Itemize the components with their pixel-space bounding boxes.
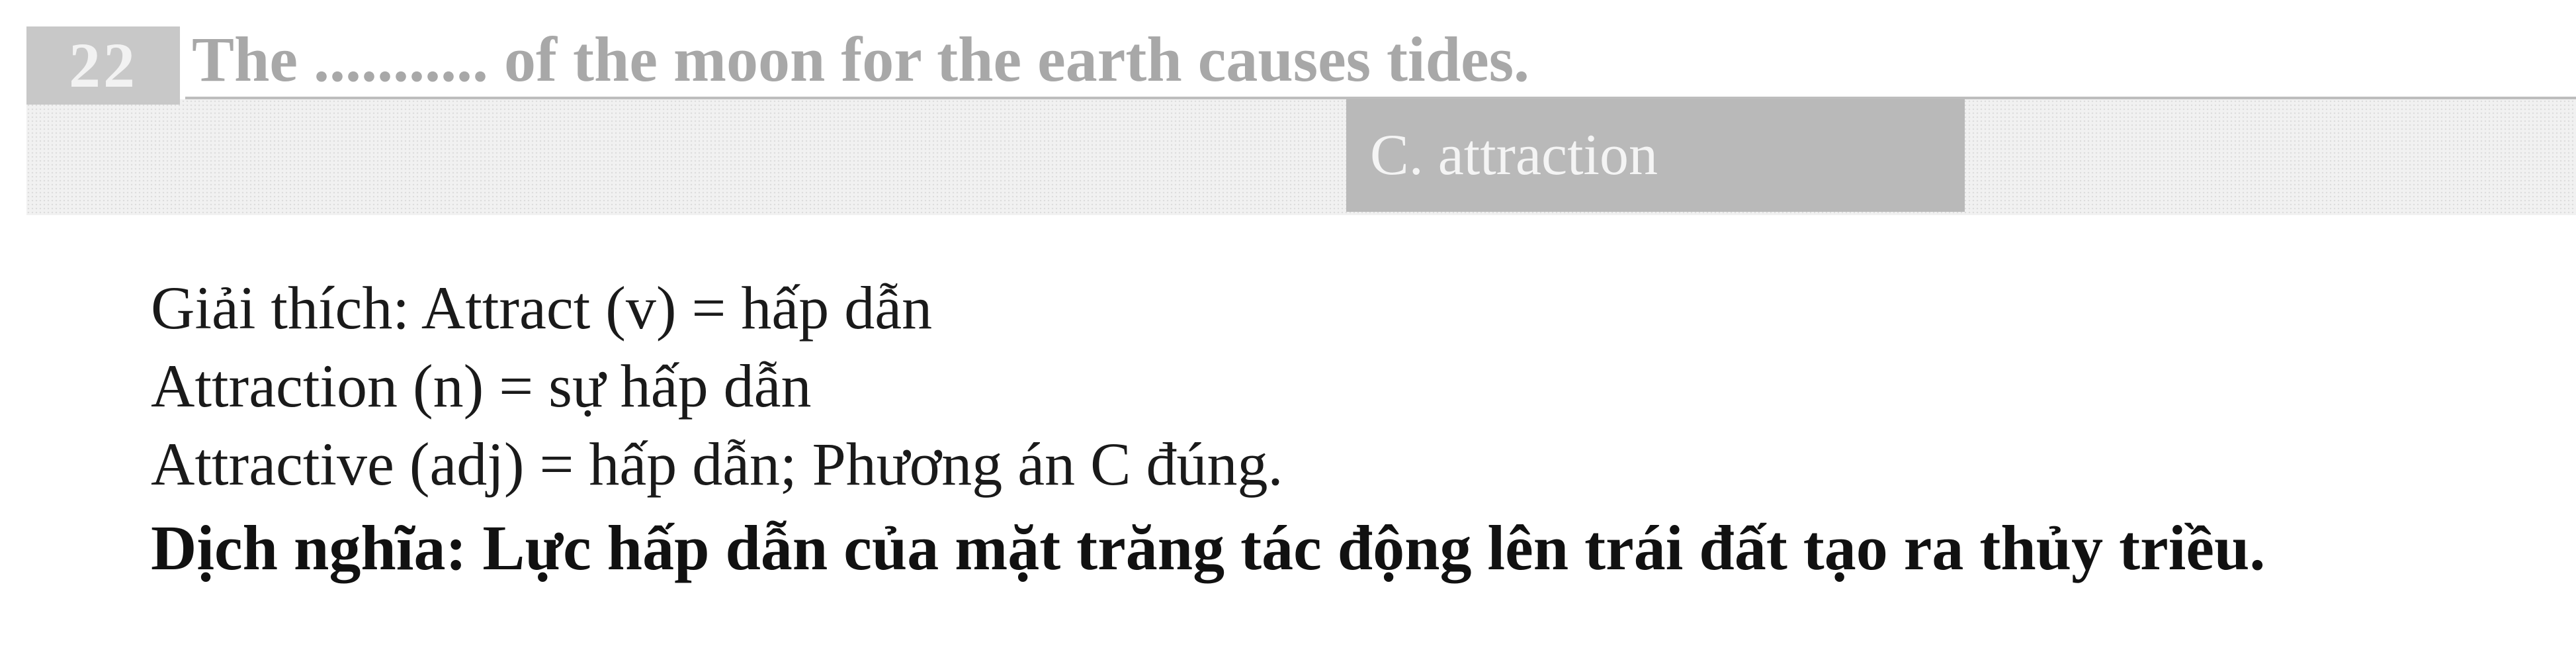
explanation-line-2: Attraction (n) = sự hấp dẫn: [151, 352, 812, 420]
explanation-line-3: Attractive (adj) = hấp dẫn; Phương án C đúng.: [151, 430, 1283, 498]
explanation-line-1: Giải thích: Attract (v) = hấp dẫn: [151, 274, 933, 342]
question-number-badge: 22: [26, 26, 180, 105]
answer-box: C. attraction: [1346, 99, 1965, 212]
question-text: The ........... of the moon for the earth causes tides.: [192, 24, 1530, 95]
answer-band: [26, 99, 2576, 215]
translation-text: Dịch nghĩa: Lực hấp dẫn của mặt trăng tác động lên trái đất tạo ra thủy triều.: [151, 512, 2266, 583]
